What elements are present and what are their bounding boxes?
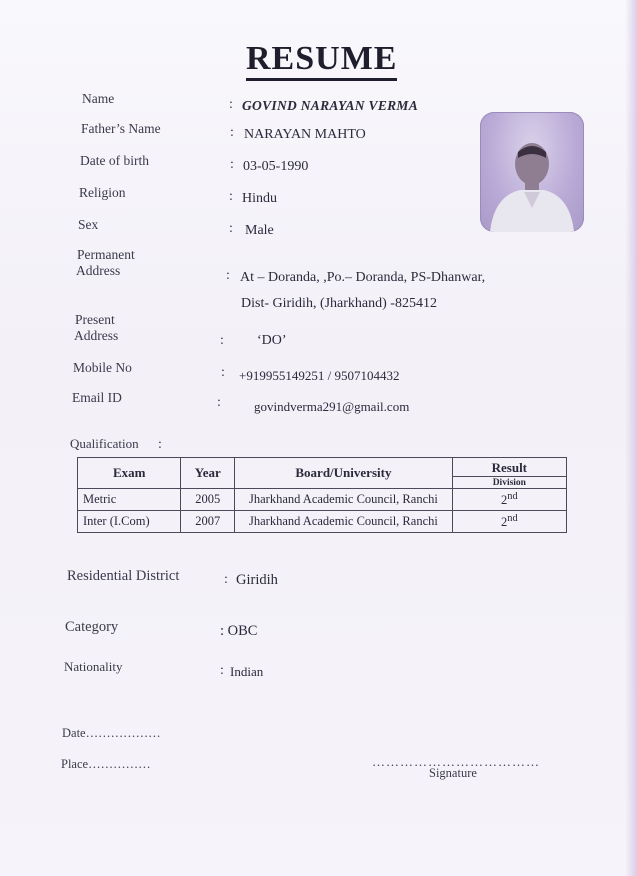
permanent-address-line2: Dist- Giridih, (Jharkhand) -825412	[241, 296, 437, 311]
signature-label: Signature	[429, 766, 477, 780]
row-exam: Inter (I.Com)	[78, 511, 181, 533]
result-suffix: nd	[507, 513, 518, 525]
header-result	[452, 458, 566, 489]
row-board: Jharkhand Academic Council, Ranchi	[235, 489, 452, 511]
row-year: 2005	[181, 489, 235, 511]
nationality-colon: :	[220, 663, 224, 678]
result-suffix: nd	[507, 491, 518, 502]
father-name-value: NARAYAN MAHTO	[244, 127, 366, 142]
permanent-address-label: Address	[76, 263, 121, 278]
sex-value: Male	[245, 223, 274, 238]
name-colon: :	[229, 97, 233, 112]
header-exam: Exam	[78, 458, 181, 489]
qualification-label: Qualification	[70, 436, 139, 451]
present-address-label: Address	[74, 328, 119, 343]
person-silhouette-icon	[480, 112, 584, 232]
dob-colon: :	[230, 157, 234, 172]
row-exam: Metric	[78, 489, 181, 511]
place-line: Place……………	[61, 757, 151, 771]
page-title: RESUME	[246, 40, 397, 81]
result-value: 2	[500, 493, 508, 508]
date-line: Date………………	[62, 726, 161, 740]
present-label: Present	[75, 312, 115, 327]
father-name-label: Father’s Name	[81, 121, 161, 136]
dob-label: Date of birth	[80, 153, 149, 168]
name-label: Name	[82, 91, 115, 106]
nationality-value: Indian	[230, 664, 264, 679]
category-label: Category	[65, 619, 119, 635]
page-edge-shadow	[625, 0, 637, 876]
nationality-label: Nationality	[64, 659, 123, 674]
email-label: Email ID	[72, 390, 122, 405]
mobile-value: +919955149251 / 9507104432	[239, 368, 400, 383]
profile-photo	[480, 112, 584, 232]
header-board: Board/University	[235, 458, 452, 489]
qualification-colon: :	[158, 437, 162, 452]
table-row	[78, 511, 567, 533]
category-value: : OBC	[220, 623, 258, 639]
sex-colon: :	[229, 221, 233, 236]
header-result-label: Result	[491, 460, 528, 475]
email-colon: :	[217, 395, 221, 410]
table-row	[78, 489, 567, 511]
row-result	[452, 511, 566, 533]
signature-line: ………………………………	[372, 754, 540, 769]
district-colon: :	[224, 572, 228, 587]
district-value: Giridih	[236, 572, 278, 588]
present-colon: :	[220, 333, 224, 348]
mobile-label: Mobile No	[73, 360, 132, 375]
header-division-label: Division	[453, 476, 566, 488]
religion-value: Hindu	[242, 191, 277, 206]
present-address-value: ‘DO’	[257, 333, 287, 348]
district-label: Residential District	[67, 568, 180, 584]
row-year: 2007	[181, 511, 235, 533]
permanent-colon: :	[226, 268, 230, 283]
header-year: Year	[181, 458, 235, 489]
dob-value: 03-05-1990	[243, 159, 309, 174]
mobile-colon: :	[221, 365, 225, 380]
name-value: GOVIND NARAYAN VERMA	[242, 98, 419, 113]
email-value: govindverma291@gmail.com	[254, 399, 410, 414]
table-header-row	[78, 458, 567, 489]
permanent-address-line1: At – Doranda, ,Po.– Doranda, PS-Dhanwar,	[240, 270, 486, 285]
father-colon: :	[230, 125, 234, 140]
religion-label: Religion	[79, 185, 126, 200]
qualification-table	[77, 457, 567, 533]
row-result	[452, 489, 566, 511]
row-board: Jharkhand Academic Council, Ranchi	[235, 511, 452, 533]
religion-colon: :	[229, 189, 233, 204]
result-value: 2	[500, 515, 508, 530]
sex-label: Sex	[78, 217, 99, 232]
permanent-label: Permanent	[77, 247, 135, 262]
